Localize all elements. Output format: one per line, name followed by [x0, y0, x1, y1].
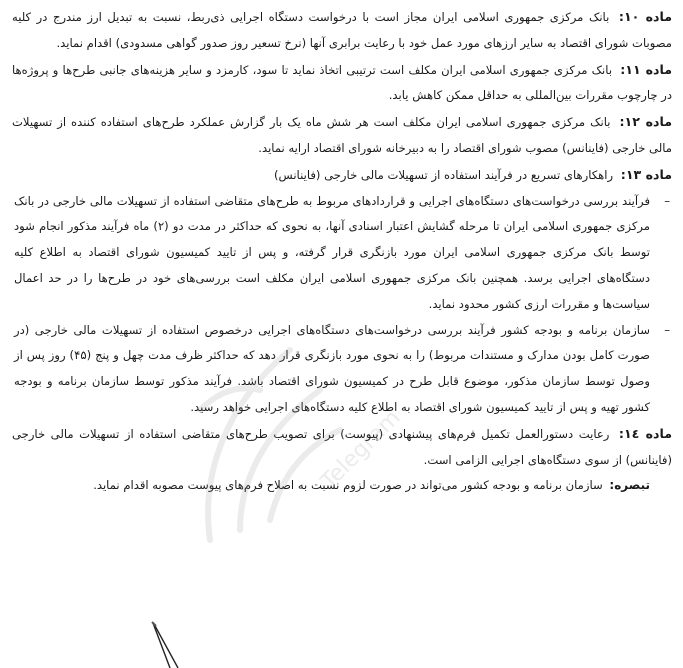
article-text: رعایت دستورالعمل تکمیل فرم‌های پیشنهادی (پیوست) برای تصویب طرح‌های متقاضی استفاده از تسهیلات مالی خارجی (فاینانس) از سوی دستگاه‌های اجرایی الزامی است.: [12, 426, 672, 467]
note-heading: تبصره:: [609, 478, 650, 493]
article-heading: ماده ۱۲:: [619, 114, 673, 130]
article-heading: ماده ۱۱:: [620, 61, 672, 77]
signature-stroke: [140, 620, 200, 668]
article-12: [12, 109, 672, 162]
document-body: [12, 4, 672, 499]
bullet-text: سازمان برنامه و بودجه کشور فرآیند بررسی درخواست‌های دستگاه‌های اجرایی درخصوص استفاده از تسهیلات مالی خارجی (در صورت کامل بودن مدارک و مستندات مربوط) را به نحوی مورد بازنگری قرار دهد که حداکثر ظرف مدت چهل و پنج (۴۵) روز پس از وصول توسط سازمان مذکور، موضوع قابل طرح در کمیسیون شورای اقتصاد باشد. فرآیند مذکور توسط سازمان برنامه و بودجه کشور تهیه و پس از تایید کمیسیون شورای اقتصاد به اطلاع کلیه دستگاه‌های اجرایی خواهد رسید.: [14, 322, 651, 414]
article-14: [12, 421, 672, 474]
article-10: [12, 4, 672, 57]
article-heading: ماده ۱۰:: [618, 9, 672, 24]
bullet-dash: –: [664, 193, 670, 208]
article-text: بانک مرکزی جمهوری اسلامی ایران مجاز است با درخواست دستگاه اجرایی ذی‌ربط، نسبت به تبدیل ارز مندرج در کلیه مصوبات شورای اقتصاد به سایر ارزهای مورد عمل خود با رعایت برابری آنها (نرخ تسعیر روز صدور گواهی مسدودی) اقدام نماید.: [12, 10, 672, 50]
article-11: [12, 57, 672, 110]
article-heading: ماده ١٤:: [618, 425, 673, 441]
bullet-dash: –: [664, 322, 670, 337]
note-text: سازمان برنامه و بودجه کشور می‌تواند در صورت لزوم نسبت به اصلاح فرم‌های پیوست مصوبه اقدام نماید.: [93, 478, 603, 493]
article-13-bullet-1: [12, 189, 672, 318]
article-heading: ماده ۱۳:: [620, 166, 672, 182]
article-text: بانک مرکزی جمهوری اسلامی ایران مکلف است هر شش ماه یک بار گزارش عملکرد طرح‌های استفاده کننده از تسهیلات مالی خارجی (فاینانس) مصوب شورای اقتصاد را به دبیرخانه شورای اقتصاد ارایه نماید.: [12, 115, 672, 155]
article-13-bullet-2: [12, 318, 672, 421]
article-text: بانک مرکزی جمهوری اسلامی ایران مکلف است ترتیبی اتخاذ نماید تا سود، کارمزد و سایر هزینه‌های جانبی طرح‌ها و پروژه‌ها در چارچوب مقررات بین‌المللی به حداقل ممکن کاهش یابد.: [12, 62, 672, 103]
bullet-text: فرآیند بررسی درخواست‌های دستگاه‌های اجرایی و قراردادهای مربوط به طرح‌های متقاضی استفاده از تسهیلات مالی خارجی در بانک مرکزی جمهوری اسلامی ایران تا مرحله گشایش اعتبار اسنادی آنها، به نحوی که حداکثر در مدت دو (۲) ماه فرآیند مذکور انجام شود توسط بانک مرکزی جمهوری اسلامی ایران مورد بازنگری قرار گرفته، و پس از تایید کمیسیون شورای اقتصاد به اطلاع کلیه دستگاه‌های اجرایی برسد. همچنین بانک مرکزی جمهوری اسلامی ایران مکلف است بررسی‌های خود در طرح‌ها را در حد اعمال سیاست‌ها و مقررات ارزی کشور محدود نماید.: [14, 193, 650, 311]
note: [12, 473, 672, 499]
article-text: راهکارهای تسریع در فرآیند استفاده از تسهیلات مالی خارجی (فاینانس): [274, 167, 614, 182]
watermark-text: Telegram: [316, 405, 406, 495]
article-13: [12, 162, 672, 189]
